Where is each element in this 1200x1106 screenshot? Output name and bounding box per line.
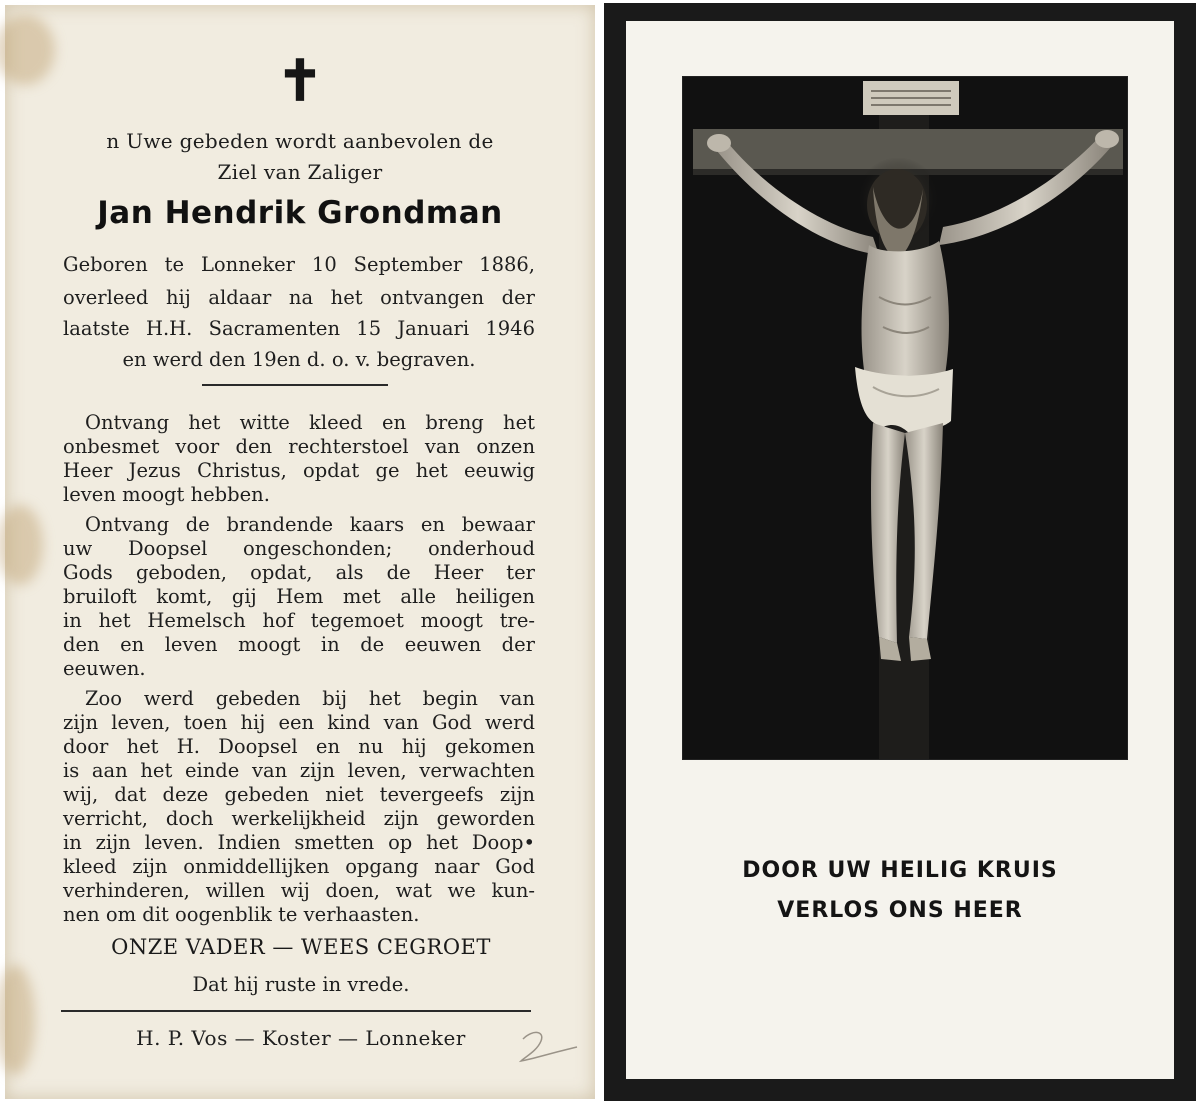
crucifix-illustration [683,77,1127,759]
paragraph-2-line: Ontvang de brandende kaars en bewaar [85,513,535,536]
divider [202,384,388,386]
cross-icon: ✝ [276,48,324,114]
paragraph-3-line: verricht, doch werkelijkheid zijn geworden [63,807,535,830]
paragraph-1-line: leven moogt hebben. [63,483,270,506]
paragraph-3-line: Zoo werd gebeden bij het begin van [85,687,535,710]
image-side-paper [626,21,1174,1079]
bio-line: Geboren te Lonneker 10 September 1886, [63,253,535,276]
paragraph-1-line: onbesmet voor den rechterstoel van onzen [63,435,535,458]
memorial-card-image-side [604,3,1196,1101]
paragraph-2-line: eeuwen. [63,657,146,680]
memorial-card-text-side [5,5,595,1099]
paragraph-1-line: Heer Jezus Christus, opdat ge het eeuwig [63,459,535,482]
paper-stain [0,965,35,1075]
paragraph-2-line: bruiloft komt, gij Hem met alle heiligen [63,585,535,608]
paragraph-3-line: nen om dit oogenblik te verhaasten. [63,903,420,926]
paragraph-3-line: in zijn leven. Indien smetten op het Doop• [63,831,535,854]
paragraph-3-line: door het H. Doopsel en nu hij gekomen [63,735,535,758]
caption-line-2: VERLOS ONS HEER [777,898,1023,923]
paragraph-3-line: kleed zijn onmiddellijken opgang naar God [63,855,535,878]
footer-divider [61,1010,531,1012]
paragraph-3-line: wij, dat deze gebeden niet tevergeefs zijn [63,783,535,806]
paragraph-2-line: Gods geboden, opdat, als de Heer ter [63,561,535,584]
intro-line-2: Ziel van Zaliger [217,160,383,184]
paragraph-3-line: is aan het einde van zijn leven, verwachten [63,759,535,782]
paragraph-2-line: in het Hemelsch hof tegemoet moogt tre- [63,609,535,632]
prayers-line: ONZE VADER — WEES CEGROET [111,935,491,959]
paragraph-3-line: verhinderen, willen wij doen, wat we kun- [63,879,535,902]
printer-line: H. P. Vos — Koster — Lonneker [136,1026,466,1050]
bio-line: overleed hij aldaar na het ontvangen der [63,286,535,309]
paragraph-2-line: den en leven moogt in de eeuwen der [63,633,535,656]
paragraph-1-line: Ontvang het witte kleed en breng het [85,411,535,434]
bio-line: en werd den 19en d. o. v. begraven. [122,348,476,371]
rest-in-peace-line: Dat hij ruste in vrede. [192,973,410,996]
paragraph-3-line: zijn leven, toen hij een kind van God werd [63,711,535,734]
bio-line: laatste H.H. Sacramenten 15 Januari 1946 [63,317,535,340]
pencil-mark-icon [515,1027,585,1067]
crucifix-picture [682,76,1128,760]
intro-line-1: n Uwe gebeden wordt aanbevolen de [106,129,494,153]
deceased-name: Jan Hendrik Grondman [97,195,503,231]
paragraph-2-line: uw Doopsel ongeschonden; onderhoud [63,537,535,560]
caption-line-1: DOOR UW HEILIG KRUIS [742,858,1058,883]
paper-stain [0,505,43,585]
figure-torso [862,241,949,377]
